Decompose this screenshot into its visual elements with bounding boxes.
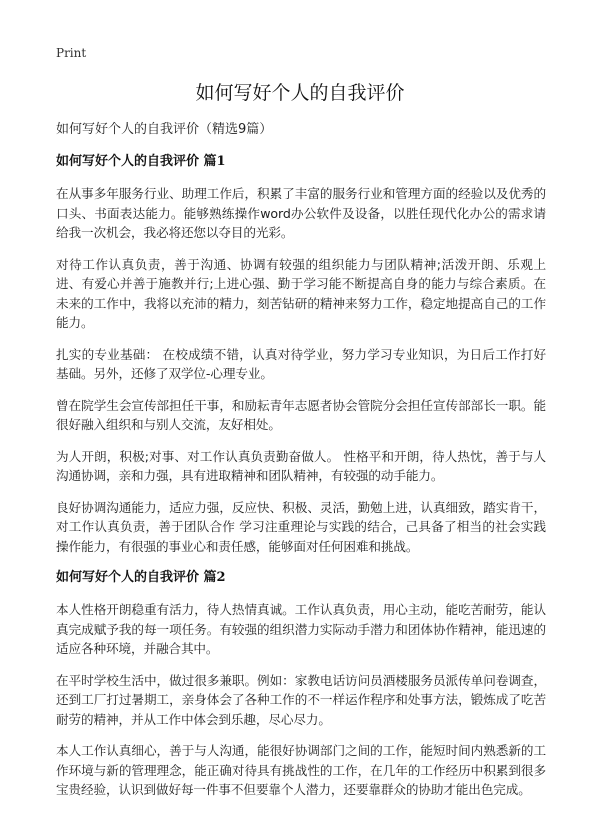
paragraph: 曾在院学生会宣传部担任干事，和励耘青年志愿者协会管院分会担任宣传部部长一职。能很好融入组织和与别人交流，友好相处。 bbox=[56, 397, 546, 432]
document-subtitle: 如何写好个人的自我评价（精选9篇） bbox=[56, 122, 273, 137]
paragraph: 本人性格开朗稳重有活力，待人热情真诚。工作认真负责，用心主动，能吃苦耐劳，能认真完成赋予我的每一项任务。有较强的组织潜力实际动手潜力和团体协作精神，能迅速的适应各种环境，并融合其中。 bbox=[56, 602, 546, 656]
document-body bbox=[56, 120, 546, 812]
paragraph: 在平时学校生活中，做过很多兼职。例如：家教电话访问员酒楼服务员派传单问卷调查，还到工厂打过暑期工，亲身体会了各种工作的不一样运作程序和处事方法，锻炼成了吃苦耐劳的精神，并从工作中体会到乐趣，尽心尽力。 bbox=[56, 672, 546, 727]
paragraph: 本人工作认真细心，善于与人沟通，能很好协调部门之间的工作，能短时间内熟悉新的工作环境与新的管理理念，能正确对待具有挑战性的工作，在几年的工作经历中积累到很多宝贵经验，认识到做好每一件事不但要靠个人潜力，还要靠群众的协助才能出色完成。 bbox=[56, 743, 546, 797]
paragraph: 在从事多年服务行业、助理工作后，积累了丰富的服务行业和管理方面的经验以及优秀的口头、书面表达能力。能够熟练操作word办公软件及设备，以胜任现代化办公的需求请给我一次机会，我必将还您以夺目的光彩。 bbox=[56, 186, 546, 240]
paragraph: 扎实的专业基础： 在校成绩不错，认真对待学业，努力学习专业知识，为日后工作打好基础。另外，还修了双学位-心理专业。 bbox=[56, 346, 546, 381]
paragraph: 对待工作认真负责，善于沟通、协调有较强的组织能力与团队精神;活泼开朗、乐观上进、有爱心并善于施教并行;上进心强、勤于学习能不断提高自身的能力与综合素质。在未来的工作中，我将以充沛的精力，刻苦钻研的精神来努力工作，稳定地提高自己的工作能力。 bbox=[56, 256, 546, 330]
print-link[interactable]: Print bbox=[56, 46, 87, 60]
section-heading-2: 如何写好个人的自我评价 篇2 bbox=[56, 570, 226, 585]
document-title: 如何写好个人的自我评价 bbox=[195, 82, 405, 104]
paragraph: 良好协调沟通能力，适应力强，反应快、积极、灵活，勤勉上进，认真细致，踏实肯干，对工作认真负责，善于团队合作 学习注重理论与实践的结合，己具备了相当的社会实践操作能力，有很强的事业心和责任感，能够面对任何困难和挑战。 bbox=[56, 499, 546, 554]
section-heading-1: 如何写好个人的自我评价 篇1 bbox=[56, 154, 226, 169]
paragraph: 为人开朗，积极;对事、对工作认真负责勤奋做人。 性格平和开朗，待人热忱，善于与人沟通协调，亲和力强，具有进取精神和团队精神，有较强的动手能力。 bbox=[56, 448, 546, 483]
